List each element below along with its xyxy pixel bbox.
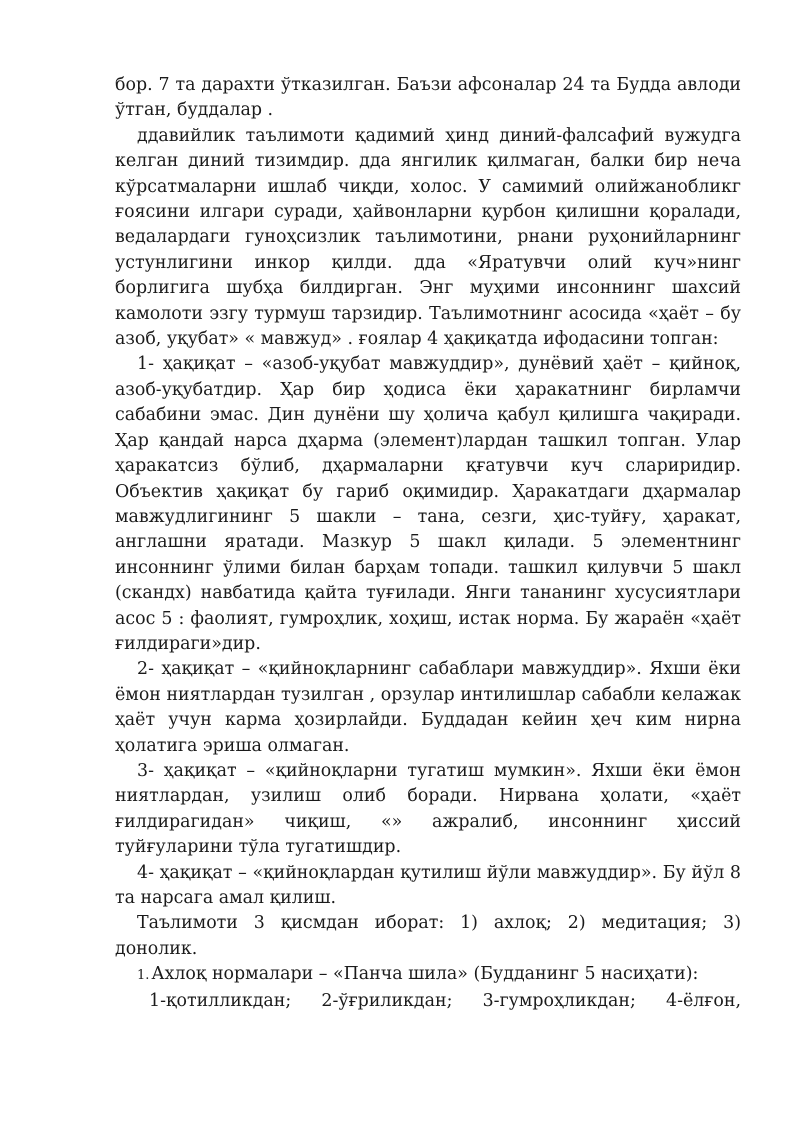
paragraph-intro: бор. 7 та дарахти ўтказилган. Баъзи афсоналар 24 та Будда авлоди ўтган, буддалар . bbox=[115, 75, 741, 121]
paragraph-truth-1: 1- ҳақиқат – «азоб-уқубат мавжуддир», дунёвий ҳаёт – қийноқ, азоб-уқубатдир. Ҳар бир ҳодиса ёки ҳаракатнинг бирламчи сабабини эмас. Дин дунёни шу ҳолича қабул қилишга чақиради. Ҳар қандай нарса дҳарма (элемент)лардан ташкил топган. Улар ҳаракатсиз бўлиб, дҳармаларни қғатувчи куч слариридир. Объектив ҳақиқат бу гариб оқимидир. Ҳаракатдаги дҳармалар мавжудлигининг 5 шакли – тана, сезги, ҳис-туйғу, ҳаракат, англашни яратади. Мазкур 5 шакл қилади. 5 элементнинг инсоннинг ўлими билан барҳам топади. ташкил қилувчи 5 шакл (скандх) навбатида қайта туғилади. Янги тананинг хусусиятлари асос 5 : фаолият, гумроҳлик, хоҳиш, истак норма. Бу жараён «ҳаёт ғилдираги»дир. bbox=[115, 354, 741, 654]
paragraph-truth-4: 4- ҳақиқат – «қийноқлардан қутилиш йўли мавжуддир». Бу йўл 8 та нарсага амал қилиш. bbox=[115, 862, 741, 908]
list-item-first-line bbox=[137, 962, 741, 988]
list-item-continuation: 1-қотилликдан; 2-ўғриликдан; 3-гумроҳликдан; 4-ёлғон, bbox=[149, 990, 741, 1011]
paragraph-truth-2: 2- ҳақиқат – «қийноқларнинг сабаблари мавжуддир». Яхши ёки ёмон ниятлардан тузилган , орзулар интилишлар сабабли келажак ҳаёт учун карма ҳозирлайди. Буддадан кейин ҳеч ким нирна ҳолатига эриша олмаган. bbox=[115, 659, 741, 756]
list-number: 1. bbox=[137, 968, 150, 984]
list-item-ethics bbox=[115, 962, 741, 1014]
paragraph-truth-3: 3- ҳақиқат – «қийноқларни тугатиш мумкин». Яхши ёки ёмон ниятлардан, узилиш олиб боради. Нирвана ҳолати, «ҳаёт ғилдирагидан» чиқиш, «» ажралиб, инсоннинг ҳиссий туйғуларини тўла тугатишдир. bbox=[115, 760, 741, 858]
paragraph-teaching-parts: Таълимоти 3 қисмдан иборат: 1) ахлоқ; 2) медитация; 3) донолик. bbox=[115, 913, 741, 959]
paragraph-buddhism-overview: ддавийлик таълимоти қадимий ҳинд диний-фалсафий вужудга келган диний тизимдир. дда янгилик қилмаган, балки бир неча кўрсатмаларни ишлаб чиқди, холос. У самимий олийжанобликг ғоясини илгари суради, ҳайвонларни қурбон қилишни қоралади, ведалардаги гуноҳсизлик таълимотини, рнани руҳонийларнинг устунлигини инкор қилди. дда «Яратувчи олий куч»нинг борлигига шубҳа билдирган. Энг муҳими инсоннинг шахсий камолоти эзгу турмуш тарзидир. Таълимотнинг асосида «ҳаёт – бу азоб, уқубат» « мавжуд» . ғоялар 4 ҳақиқатда ифодасини топган: bbox=[115, 125, 741, 350]
document-page bbox=[115, 73, 741, 1014]
list-item-text: Ахлоқ нормалари – «Панча шила» (Будданинг 5 насиҳати): bbox=[151, 964, 699, 985]
